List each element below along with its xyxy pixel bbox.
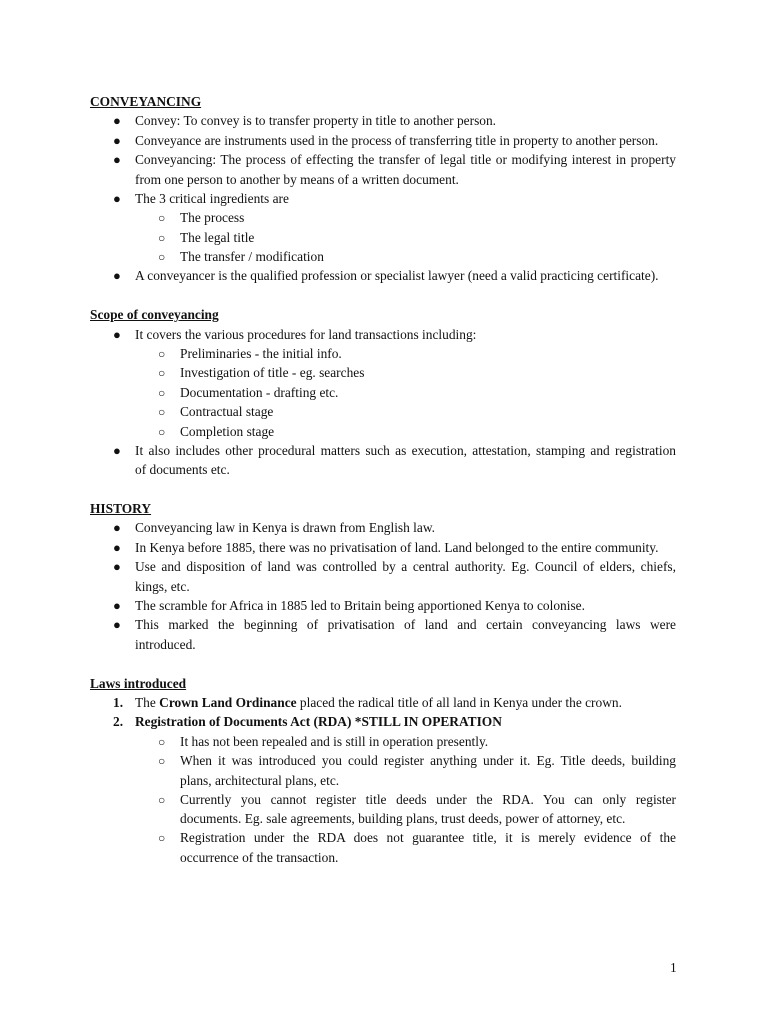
sub-list-item-continuation: plans, architectural plans, etc. <box>180 773 340 788</box>
bullet-icon: ● <box>113 443 121 458</box>
list-number: 2. <box>113 714 124 729</box>
sub-bullet-icon: ○ <box>158 366 166 380</box>
sub-list-item: It has not been repealed and is still in operation presently. <box>180 734 489 749</box>
list-item-continuation: kings, etc. <box>135 579 190 594</box>
sub-bullet-icon: ○ <box>158 386 166 400</box>
bullet-icon: ● <box>113 598 121 613</box>
sub-bullet-icon: ○ <box>158 405 166 419</box>
sub-bullet-icon: ○ <box>158 231 166 245</box>
section-heading-history: HISTORY <box>90 501 152 516</box>
list-item: Use and disposition of land was controlled by a central authority. Eg. Council of elders, chiefs, <box>135 559 676 574</box>
list-item: The scramble for Africa in 1885 led to Britain being apportioned Kenya to colonise. <box>135 598 585 613</box>
sub-bullet-icon: ○ <box>158 831 166 845</box>
list-item: A conveyancer is the qualified profession or specialist lawyer (need a valid practicing certificate). <box>135 268 659 283</box>
sub-list-item: When it was introduced you could register anything under it. Eg. Title deeds, building <box>180 753 676 768</box>
bullet-icon: ● <box>113 617 121 632</box>
sub-list-item: Preliminaries - the initial info. <box>180 346 342 361</box>
page-number: 1 <box>670 960 677 975</box>
sub-list-item-continuation: documents. Eg. sale agreements, building plans, trust deeds, power of attorney, etc. <box>180 811 626 826</box>
section-heading-laws: Laws introduced <box>90 676 187 691</box>
sub-list-item: Investigation of title - eg. searches <box>180 365 365 380</box>
list-item: In Kenya before 1885, there was no privatisation of land. Land belonged to the entire community. <box>135 540 659 555</box>
sub-list-item: Completion stage <box>180 424 275 439</box>
list-item: Conveyancing law in Kenya is drawn from English law. <box>135 520 435 535</box>
sub-list-item-continuation: occurrence of the transaction. <box>180 850 339 865</box>
list-item: This marked the beginning of privatisation of land and certain conveyancing laws were <box>135 617 676 632</box>
sub-list-item: The transfer / modification <box>180 249 324 264</box>
list-item-continuation: of documents etc. <box>135 462 230 477</box>
sub-bullet-icon: ○ <box>158 250 166 264</box>
sub-list-item: The process <box>180 210 245 225</box>
numbered-item-suffix: placed the radical title of all land in Kenya under the crown. <box>296 695 622 710</box>
bullet-icon: ● <box>113 113 121 128</box>
list-item-continuation: from one person to another by means of a written document. <box>135 172 459 187</box>
section-heading-scope: Scope of conveyancing <box>90 307 219 322</box>
bullet-icon: ● <box>113 520 121 535</box>
numbered-item <box>135 695 622 711</box>
sub-list-item: Contractual stage <box>180 404 274 419</box>
sub-list-item: Registration under the RDA does not guarantee title, it is merely evidence of the <box>180 830 676 845</box>
numbered-item: Registration of Documents Act (RDA) *STILL IN OPERATION <box>135 714 502 729</box>
sub-list-item: The legal title <box>180 230 255 245</box>
bullet-icon: ● <box>113 268 121 283</box>
sub-bullet-icon: ○ <box>158 735 166 749</box>
list-item: Convey: To convey is to transfer property in title to another person. <box>135 113 497 128</box>
sub-list-item: Documentation - drafting etc. <box>180 385 339 400</box>
list-item: Conveyancing: The process of effecting the transfer of legal title or modifying interest in property <box>135 152 676 167</box>
list-item: It also includes other procedural matters such as execution, attestation, stamping and registration <box>135 443 676 458</box>
list-item: Conveyance are instruments used in the process of transferring title in property to another person. <box>135 133 659 148</box>
bullet-icon: ● <box>113 327 121 342</box>
sub-bullet-icon: ○ <box>158 211 166 225</box>
list-number: 1. <box>113 695 124 710</box>
bullet-icon: ● <box>113 133 121 148</box>
sub-list-item: Currently you cannot register title deeds under the RDA. You can only register <box>180 792 676 807</box>
bullet-icon: ● <box>113 191 121 206</box>
sub-bullet-icon: ○ <box>158 754 166 768</box>
sub-bullet-icon: ○ <box>158 425 166 439</box>
sub-bullet-icon: ○ <box>158 347 166 361</box>
bullet-icon: ● <box>113 152 121 167</box>
act-name-crown-land-ordinance: Crown Land Ordinance <box>159 695 297 710</box>
list-item-continuation: introduced. <box>135 637 196 652</box>
bullet-icon: ● <box>113 540 121 555</box>
list-item: It covers the various procedures for land transactions including: <box>135 327 477 342</box>
bullet-icon: ● <box>113 559 121 574</box>
numbered-item-prefix: The <box>135 695 160 710</box>
list-item: The 3 critical ingredients are <box>135 191 289 206</box>
sub-bullet-icon: ○ <box>158 793 166 807</box>
section-heading-conveyancing: CONVEYANCING <box>90 94 202 109</box>
